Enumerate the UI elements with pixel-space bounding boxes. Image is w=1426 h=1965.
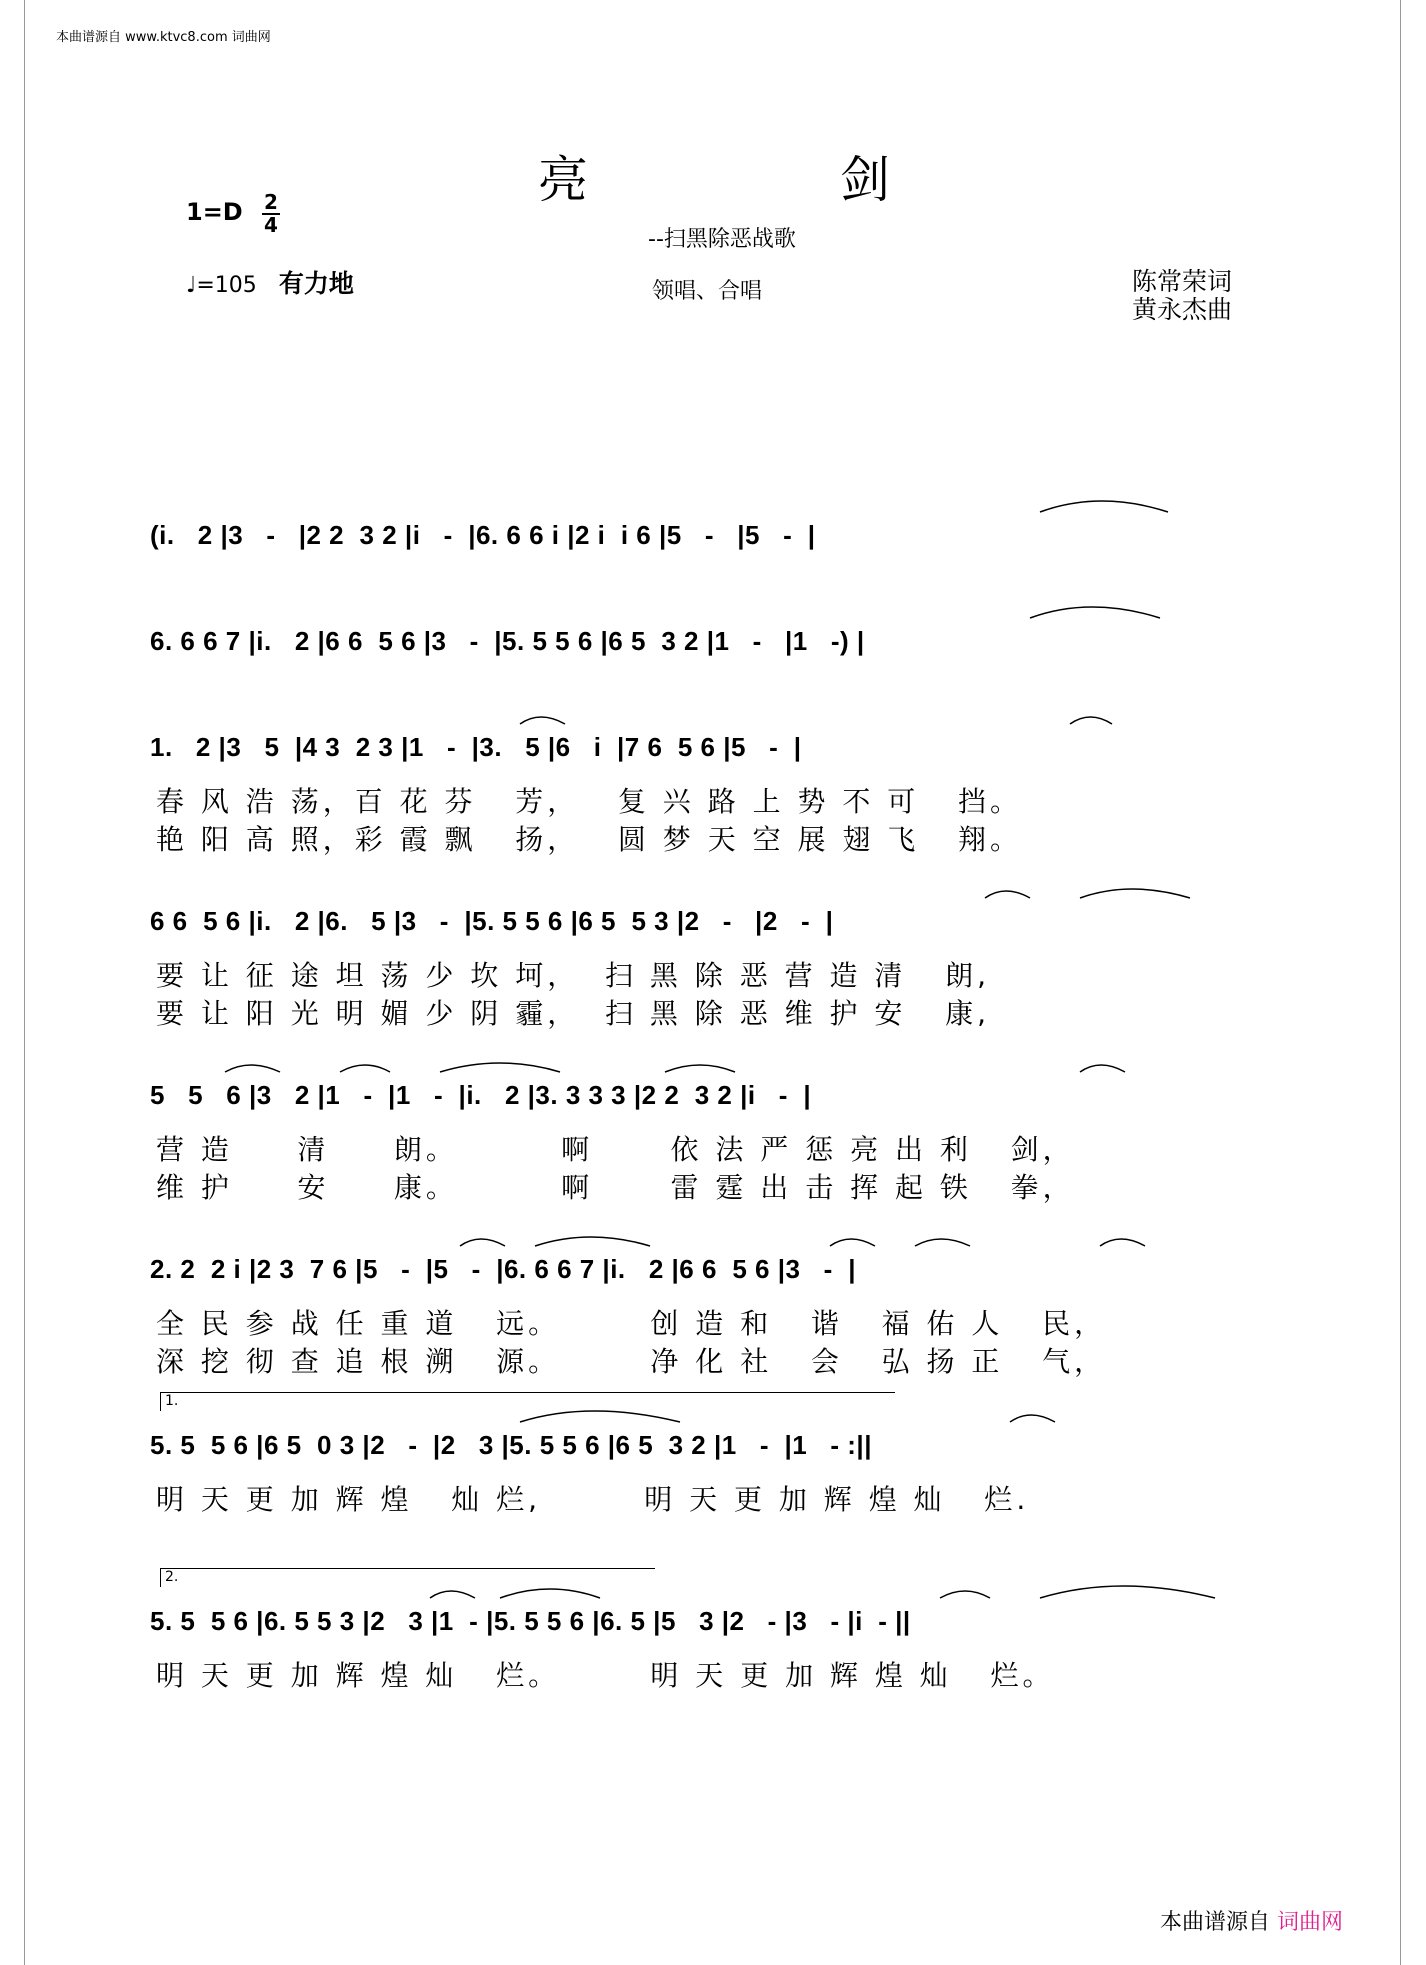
second-ending-bracket: 2. [160, 1568, 655, 1587]
subtitle: --扫黑除恶战歌 [648, 227, 796, 252]
score-line-5: 5 5 6 |3 2 |1 - |1 - |i. 2 |3. 3 3 3 |2 2 3 2 |i - | [150, 1080, 812, 1110]
lyric-line-7: 明 天 更 加 辉 煌 灿 烂, 明 天 更 加 辉 煌 灿 烂. [156, 1483, 1030, 1516]
source-footer [1160, 1905, 1343, 1936]
time-top: 2 [264, 190, 278, 214]
time-bottom: 4 [264, 213, 278, 237]
score-line-1: (i. 2 |3 - |2 2 3 2 |i - |6. 6 6 i |2 i i 6 |5 - |5 - | [150, 520, 816, 550]
score-line-6: 2. 2 2 i |2 3 7 6 |5 - |5 - |6. 6 6 7 |i. 2 |6 6 5 6 |3 - | [150, 1254, 857, 1284]
score-line-7: 5. 5 5 6 |6 5 0 3 |2 - |2 3 |5. 5 5 6 |6 5 3 2 |1 - |1 - :|| [150, 1430, 872, 1460]
lyric-line-5b: 维 护 安 康。 啊 雷 霆 出 击 挥 起 铁 拳， [156, 1171, 1075, 1204]
first-ending-bracket: 1. [160, 1392, 895, 1411]
lyric-line-6a: 全 民 参 战 任 重 道 远。 创 造 和 谐 福 佑 人 民， [156, 1307, 1107, 1340]
lyric-line-4a: 要 让 征 途 坦 荡 少 坎 坷， 扫 黑 除 恶 营 造 清 朗, [156, 959, 991, 992]
source-header: 本曲谱源自 www.ktvc8.com 词曲网 [56, 30, 271, 45]
tempo-value: ♩=105 [186, 273, 257, 298]
lyric-line-3b: 艳 阳 高 照，彩 霞 飘 扬， 圆 梦 天 空 展 翅 飞 翔。 [156, 823, 1023, 856]
lyric-line-6b: 深 挖 彻 查 追 根 溯 源。 净 化 社 会 弘 扬 正 气， [156, 1345, 1107, 1378]
lyric-line-3a: 春 风 浩 荡，百 花 芬 芳， 复 兴 路 上 势 不 可 挡。 [156, 785, 1023, 818]
performance-roles: 领唱、合唱 [652, 279, 763, 304]
composer-credit: 黄永杰曲 [1132, 295, 1233, 324]
lyric-line-4b: 要 让 阳 光 明 媚 少 阴 霾， 扫 黑 除 恶 维 护 安 康, [156, 997, 991, 1030]
footer-prefix: 本曲谱源自 [1160, 1910, 1271, 1935]
footer-site-link[interactable]: 词曲网 [1277, 1910, 1344, 1935]
title-right: 剑 [840, 151, 890, 209]
score-line-4: 6 6 5 6 |i. 2 |6. 5 |3 - |5. 5 5 6 |6 5 5 3 |2 - |2 - | [150, 906, 834, 936]
expression-mark: 有力地 [278, 269, 354, 298]
score-line-2: 6. 6 6 7 |i. 2 |6 6 5 6 |3 - |5. 5 5 6 |6 5 3 2 |1 - |1 -) | [150, 626, 865, 656]
lyricist-credit: 陈常荣词 [1132, 267, 1233, 296]
lyric-line-8: 明 天 更 加 辉 煌 灿 烂。 明 天 更 加 辉 煌 灿 烂。 [156, 1659, 1055, 1692]
title-left: 亮 [538, 151, 588, 209]
key-signature: 1=D [186, 198, 243, 226]
lyric-line-5a: 营 造 清 朗。 啊 依 法 严 惩 亮 出 利 剑， [156, 1133, 1075, 1166]
score-line-8: 5. 5 5 6 |6. 5 5 3 |2 3 |1 - |5. 5 5 6 |6. 5 |5 3 |2 - |3 - |i - || [150, 1606, 911, 1636]
score-line-3: 1. 2 |3 5 |4 3 2 3 |1 - |3. 5 |6 i |7 6 5 6 |5 - | [150, 732, 802, 762]
